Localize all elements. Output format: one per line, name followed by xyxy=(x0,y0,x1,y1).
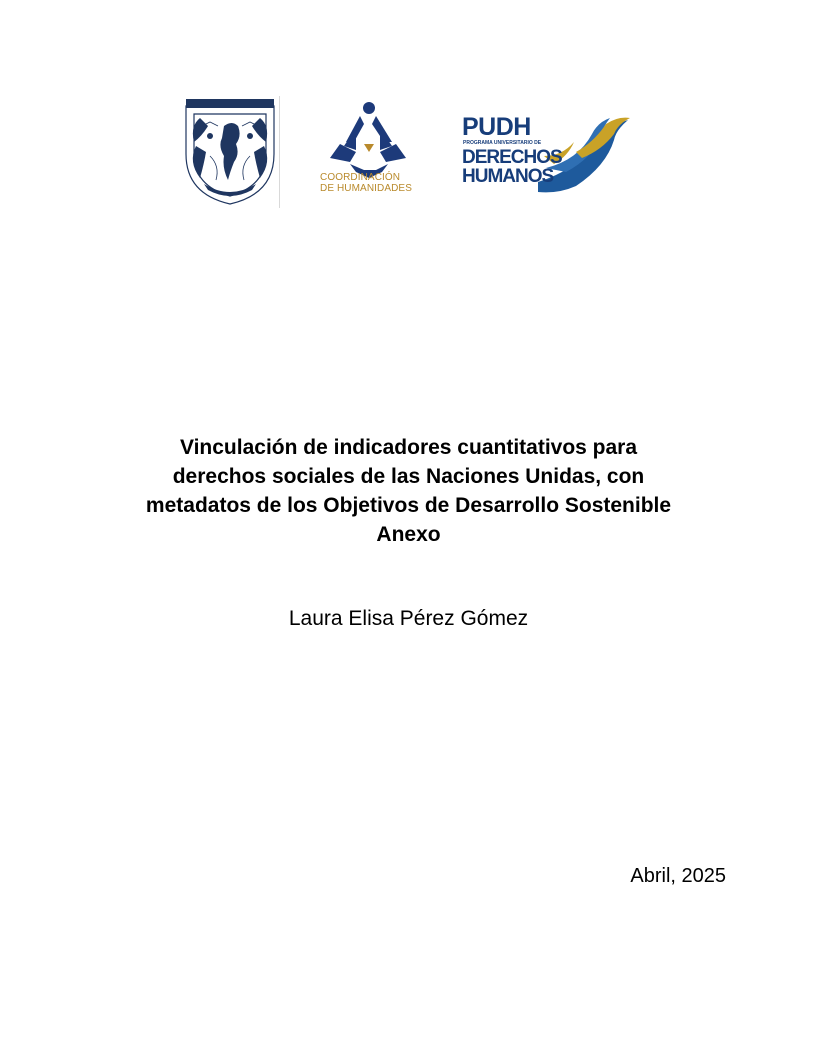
coordinacion-line2: DE HUMANIDADES xyxy=(320,183,412,194)
title-line: Vinculación de indicadores cuantitativos para xyxy=(179,436,638,459)
title-line: derechos sociales de las Naciones Unidas, con xyxy=(172,465,645,488)
unam-coat-of-arms-icon xyxy=(180,96,280,208)
coordinacion-line1: COORDINACIÓN xyxy=(320,172,401,183)
pudh-line1: DERECHOS xyxy=(462,147,562,168)
coordinacion-lettering xyxy=(320,172,410,194)
pudh-title: PUDH xyxy=(462,113,531,141)
title-line: metadatos de los Objetivos de Desarrollo Sostenible xyxy=(145,494,672,517)
document-date: Abril, 2025 xyxy=(630,865,726,887)
document-title xyxy=(60,433,757,549)
pudh-line2: HUMANOS xyxy=(462,166,554,187)
pudh-subtitle: PROGRAMA UNIVERSITARIO DE xyxy=(463,140,542,146)
logo-divider xyxy=(279,96,280,208)
pudh-name xyxy=(462,148,562,186)
author-name: Laura Elisa Pérez Gómez xyxy=(288,607,529,630)
logo-strip xyxy=(0,0,817,230)
title-line: Anexo xyxy=(376,523,441,546)
